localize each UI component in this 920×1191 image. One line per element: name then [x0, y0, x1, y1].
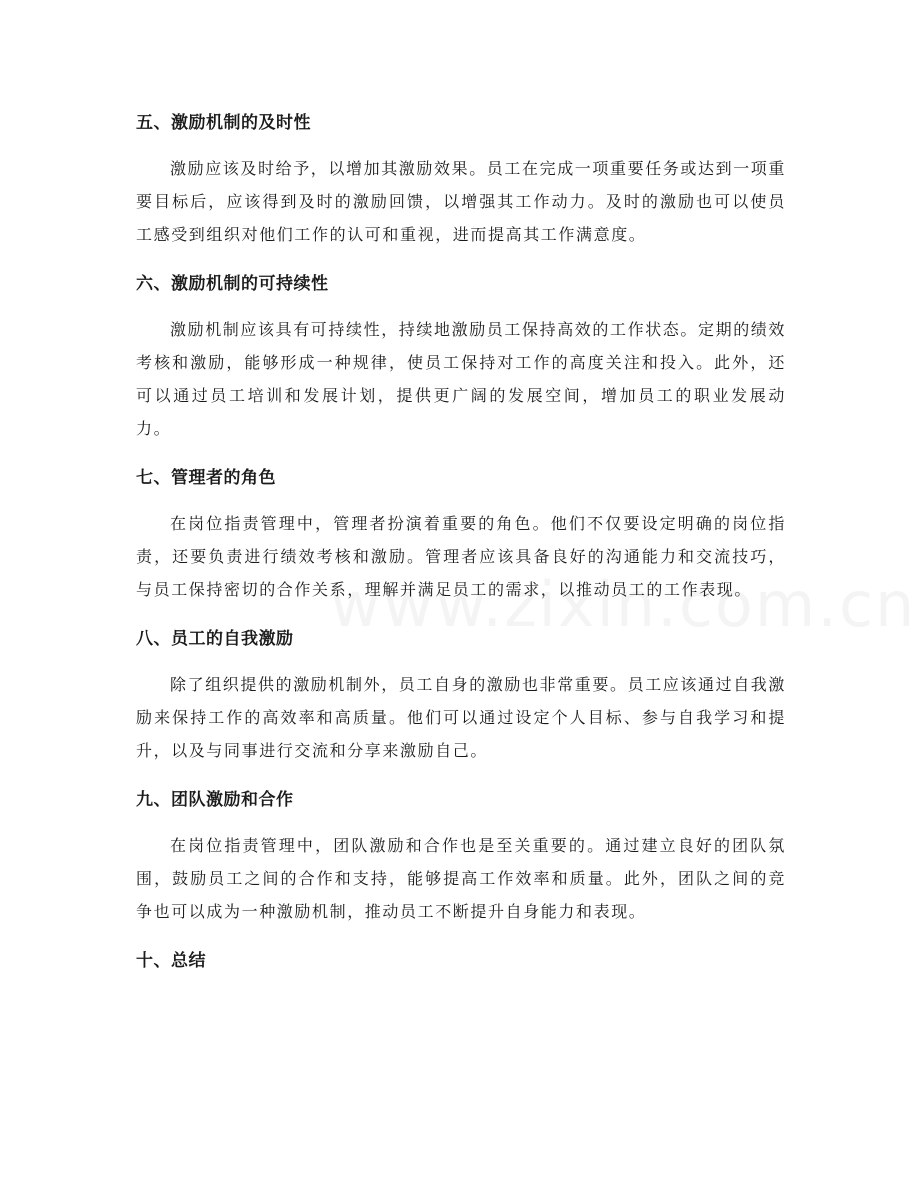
section-8 — [136, 624, 786, 767]
section-paragraph: 激励机制应该具有可持续性，持续地激励员工保持高效的工作状态。定期的绩效考核和激励，能够形成一种规律，使员工保持对工作的高度关注和投入。此外，还可以通过员工培训和发展计划，提供更广阔的发展空间，增加员工的职业发展动力。 — [136, 320, 787, 438]
section-5 — [136, 108, 786, 251]
section-heading: 九、团队激励和合作 — [136, 790, 294, 810]
section-6 — [136, 269, 786, 445]
section-paragraph: 在岗位指责管理中，团队激励和合作也是至关重要的。通过建立良好的团队氛围，鼓励员工之间的合作和支持，能够提高工作效率和质量。此外，团队之间的竞争也可以成为一种激励机制，推动员工不断提升自身能力和表现。 — [136, 836, 786, 921]
section-7 — [136, 463, 786, 606]
section-paragraph: 在岗位指责管理中，管理者扮演着重要的角色。他们不仅要设定明确的岗位指责，还要负责进行绩效考核和激励。管理者应该具备良好的沟通能力和交流技巧，与员工保持密切的合作关系，理解并满足员工的需求，以推动员工的工作表现。 — [136, 514, 786, 599]
section-paragraph: 激励应该及时给予，以增加其激励效果。员工在完成一项重要任务或达到一项重要目标后，应该得到及时的激励回馈，以增强其工作动力。及时的激励也可以使员工感受到组织对他们工作的认可和重视，进而提高其工作满意度。 — [136, 159, 787, 244]
section-heading: 七、管理者的角色 — [136, 468, 276, 488]
section-paragraph: 除了组织提供的激励机制外，员工自身的激励也非常重要。员工应该通过自我激励来保持工作的高效率和高质量。他们可以通过设定个人目标、参与自我学习和提升，以及与同事进行交流和分享来激励自己。 — [136, 675, 787, 760]
section-heading: 八、员工的自我激励 — [136, 629, 294, 649]
section-heading: 六、激励机制的可持续性 — [136, 274, 329, 294]
document-content — [136, 108, 786, 990]
section-heading: 十、总结 — [136, 951, 206, 971]
section-heading: 五、激励机制的及时性 — [136, 113, 311, 133]
section-10 — [136, 946, 786, 976]
section-9 — [136, 785, 786, 928]
